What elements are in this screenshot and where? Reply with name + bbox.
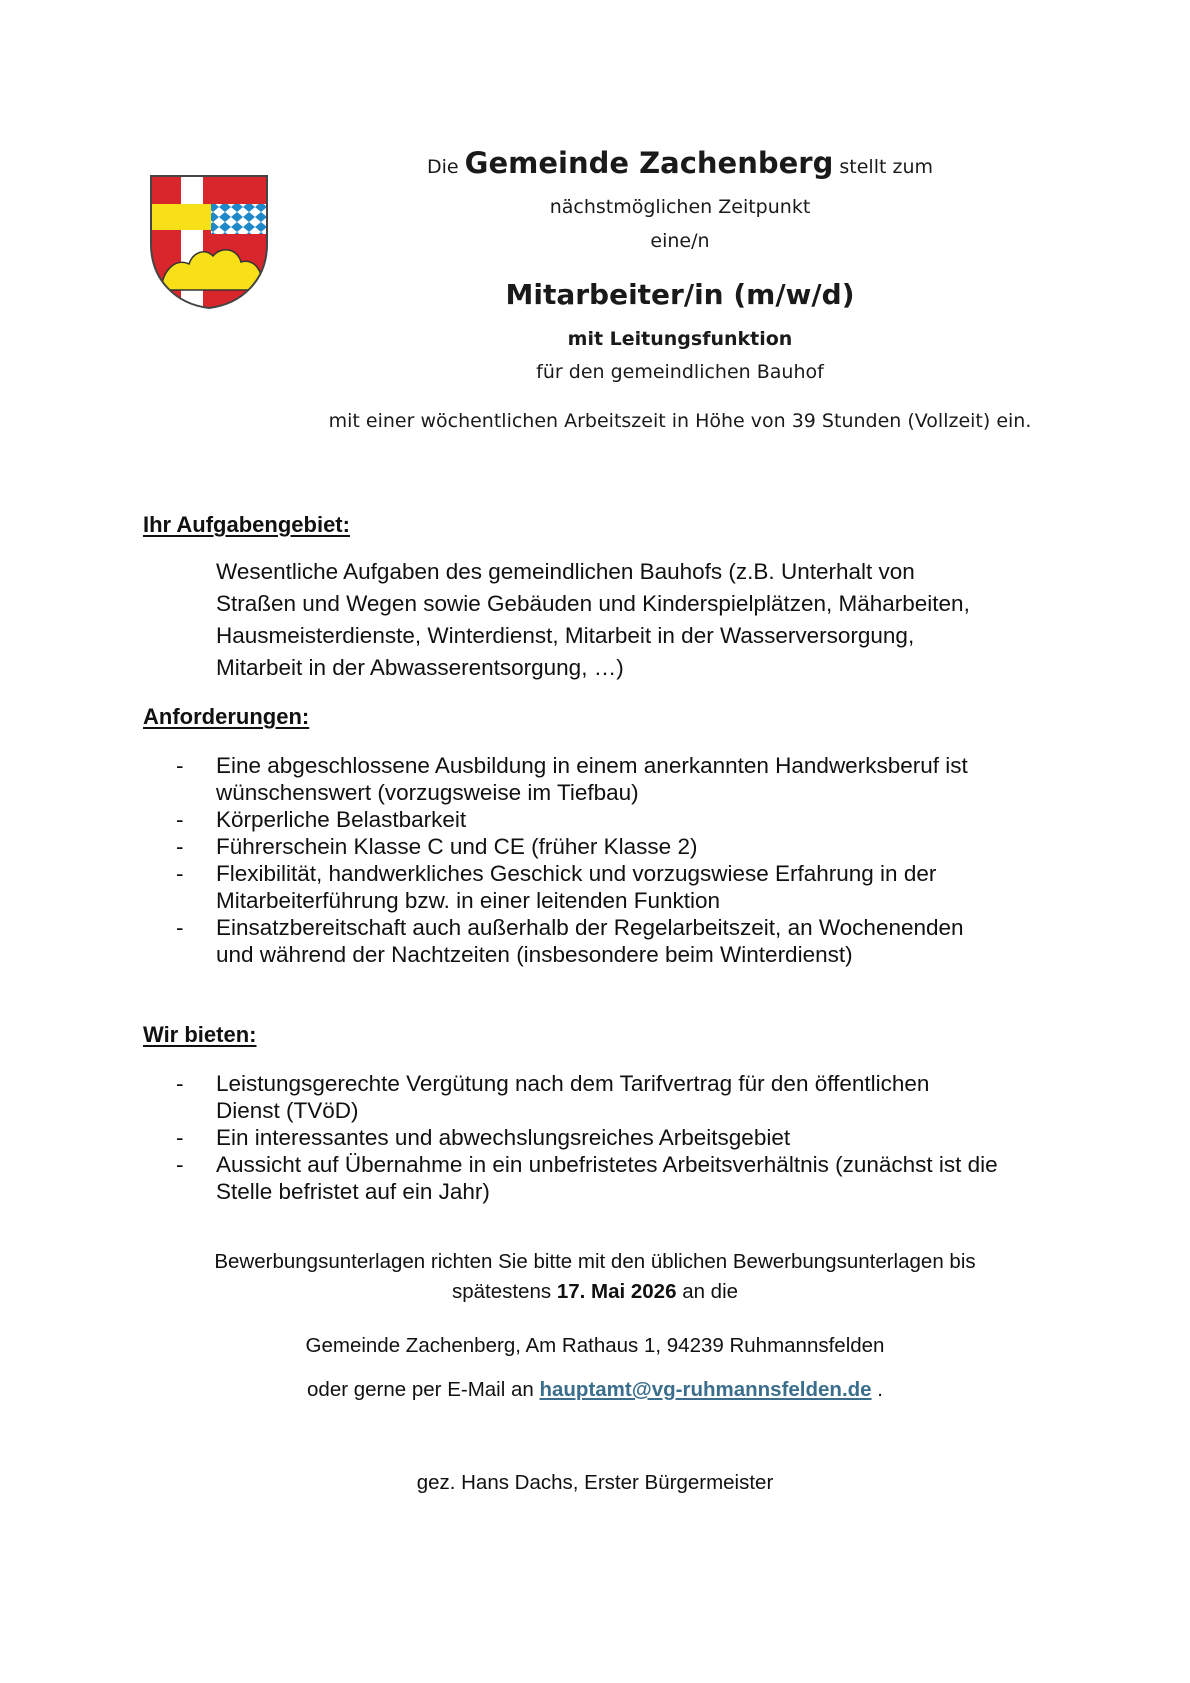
item-line: Stelle befristet auf ein Jahr): [216, 1179, 490, 1204]
tasks-text: [216, 556, 1096, 684]
signature: gez. Hans Dachs, Erster Bürgermeister: [416, 1471, 774, 1494]
requirements-list: [176, 752, 1086, 968]
intro-line-2: nächstmöglichen Zeitpunkt: [549, 196, 811, 218]
municipality-name: Gemeinde Zachenberg: [464, 146, 834, 180]
dash-bullet: -: [176, 807, 184, 832]
tasks-heading: Ihr Aufgabengebiet:: [143, 512, 350, 537]
list-item: [176, 833, 1086, 860]
offer-heading: Wir bieten:: [143, 1022, 257, 1047]
deadline-date: 17. Mai 2026: [556, 1280, 677, 1303]
item-line: Eine abgeschlossene Ausbildung in einem anerkannten Handwerksberuf ist: [216, 753, 968, 778]
item-line: Flexibilität, handwerkliches Geschick und vorzugswiese Erfahrung in der: [216, 861, 937, 886]
postal-address: Gemeinde Zachenberg, Am Rathaus 1, 94239 Ruhmannsfelden: [305, 1334, 885, 1357]
job-title: Mitarbeiter/in (m/w/d): [505, 278, 855, 311]
email-link[interactable]: hauptamt@vg-ruhmannsfelden.de: [539, 1378, 872, 1401]
list-item: [176, 860, 1086, 914]
item-line: Führerschein Klasse C und CE (früher Klasse 2): [216, 834, 698, 859]
dash-bullet: -: [176, 834, 184, 859]
item-line: Ein interessantes und abwechslungsreiches Arbeitsgebiet: [216, 1125, 791, 1150]
list-item: [176, 1070, 1086, 1124]
job-subtitle: mit Leitungsfunktion: [567, 328, 793, 350]
intro-suffix: stellt zum: [839, 156, 933, 178]
dash-bullet: -: [176, 1125, 184, 1150]
dash-bullet: -: [176, 915, 184, 940]
list-item: [176, 1124, 1086, 1151]
item-line: Aussicht auf Übernahme in ein unbefristetes Arbeitsverhältnis (zunächst ist die: [216, 1152, 998, 1177]
item-line: Einsatzbereitschaft auch außerhalb der Regelarbeitszeit, an Wochenenden: [216, 915, 964, 940]
item-line: Körperliche Belastbarkeit: [216, 807, 467, 832]
application-line-1: Bewerbungsunterlagen richten Sie bitte mit den üblichen Bewerbungsunterlagen bis: [214, 1250, 976, 1273]
item-line: Leistungsgerechte Vergütung nach dem Tarifvertrag für den öffentlichen: [216, 1071, 930, 1096]
tasks-line: Straßen und Wegen sowie Gebäuden und Kinderspielplätzen, Mäharbeiten,: [216, 591, 970, 616]
item-line: Mitarbeiterführung bzw. in einer leitenden Funktion: [216, 888, 721, 913]
item-line: Dienst (TVöD): [216, 1098, 359, 1123]
dash-bullet: -: [176, 861, 184, 886]
job-department: für den gemeindlichen Bauhof: [536, 361, 824, 383]
dash-bullet: -: [176, 753, 184, 778]
municipal-crest-icon: [147, 172, 271, 310]
email-line: [0, 1378, 1190, 1402]
working-hours: mit einer wöchentlichen Arbeitszeit in Höhe von 39 Stunden (Vollzeit) ein.: [328, 410, 1032, 432]
requirements-heading: Anforderungen:: [143, 704, 310, 729]
tasks-line: Wesentliche Aufgaben des gemeindlichen Bauhofs (z.B. Unterhalt von: [216, 559, 915, 584]
dash-bullet: -: [176, 1152, 184, 1177]
email-prefix: oder gerne per E-Mail an: [307, 1378, 534, 1401]
deadline-prefix: spätestens: [451, 1280, 552, 1303]
offer-list: [176, 1070, 1086, 1205]
list-item: [176, 914, 1086, 968]
tasks-line: Mitarbeit in der Abwasserentsorgung, …): [216, 655, 624, 680]
item-line: und während der Nachtzeiten (insbesondere beim Winterdienst): [216, 942, 853, 967]
application-line-2: [0, 1280, 1190, 1304]
intro-line-3: eine/n: [650, 230, 710, 252]
deadline-suffix: an die: [682, 1280, 739, 1303]
list-item: [176, 806, 1086, 833]
email-suffix: .: [877, 1378, 883, 1401]
item-line: wünschenswert (vorzugsweise im Tiefbau): [216, 780, 639, 805]
list-item: [176, 752, 1086, 806]
intro-line: [300, 146, 1060, 180]
tasks-line: Hausmeisterdienste, Winterdienst, Mitarbeit in der Wasserversorgung,: [216, 623, 915, 648]
list-item: [176, 1151, 1086, 1205]
intro-prefix: Die: [426, 156, 459, 178]
dash-bullet: -: [176, 1071, 184, 1096]
